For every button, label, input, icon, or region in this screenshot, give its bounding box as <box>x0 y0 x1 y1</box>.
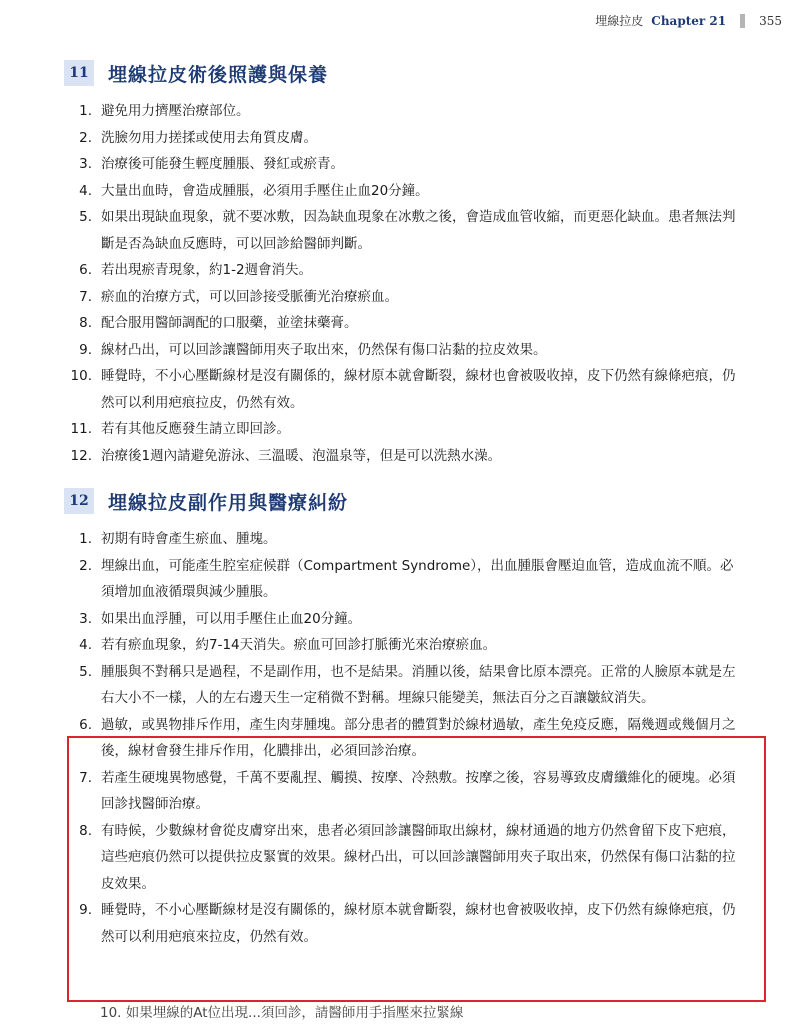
list-item <box>64 416 744 443</box>
highlight-box <box>67 736 766 1002</box>
section-heading <box>64 484 744 518</box>
running-header <box>595 12 782 29</box>
list-item <box>64 553 744 606</box>
item-text: 若有瘀血現象，約7-14天消失。瘀血可回診打脈衝光來治療瘀血。 <box>101 637 497 653</box>
item-number: 9 . <box>79 897 98 924</box>
item-text: 有時候，少數線材會從皮膚穿出來，患者必須回診讓醫師取出線材，線材通過的地方仍然會留下皮下疤痕，這些疤痕仍然可以提供拉皮緊實的效果。線材凸出，可以回診讓醫師用夾子取出來，仍然保有傷口沾黏的拉皮效果。 <box>101 822 736 892</box>
item-number: 8 . <box>79 818 98 845</box>
item-number: 1 . <box>79 526 98 553</box>
section-title: 埋線拉皮術後照護與保養 <box>108 63 329 86</box>
running-section-title: 埋線拉皮 <box>595 14 644 28</box>
item-text: 初期有時會產生瘀血、腫塊。 <box>101 531 277 547</box>
item-text: 腫脹與不對稱只是過程，不是副作用，也不是結果。消腫以後，結果會比原本漂亮。正常的人臉原本就是左右大小不一樣，人的左右邊天生一定稍微不對稱。埋線只能變美，無法百分之百讓皺紋消失。 <box>101 663 736 706</box>
item-number: 2 . <box>79 553 98 580</box>
list-item <box>64 257 744 284</box>
list-item <box>64 363 744 416</box>
page-number: 355 <box>759 13 782 28</box>
item-text: 線材凸出，可以回診讓醫師用夾子取出來，仍然保有傷口沾黏的拉皮效果。 <box>101 341 547 358</box>
item-text: 如果出現缺血現象，就不要冰敷，因為缺血現象在冰敷之後，會造成血管收縮，而更惡化缺血。患者無法判斷是否為缺血反應時，可以回診給醫師判斷。 <box>101 209 736 252</box>
item-text: 避免用力擠壓治療部位。 <box>101 103 250 119</box>
cutoff-line: 10. 如果埋線的At位出現...須回診，請醫師用手指壓來拉緊線 <box>100 1005 464 1021</box>
section-number: 12 <box>64 488 94 514</box>
list-item <box>64 659 744 712</box>
item-text: 若有其他反應發生請立即回診。 <box>101 421 290 437</box>
list-item <box>64 125 744 152</box>
item-text: 治療後1週內請避免游泳、三溫暖、泡溫泉等，但是可以洗熱水澡。 <box>101 447 502 464</box>
item-number: 3 . <box>79 606 98 633</box>
list-item <box>64 606 744 633</box>
item-number: 7 . <box>79 284 98 311</box>
list-item <box>64 151 744 178</box>
item-number: 6 . <box>79 257 98 284</box>
item-text: 配合服用醫師調配的口服藥，並塗抹藥膏。 <box>101 315 358 331</box>
list-item <box>64 98 744 125</box>
list-item <box>64 337 744 364</box>
section-title: 埋線拉皮副作用與醫療糾紛 <box>108 491 349 514</box>
list-item <box>64 632 744 659</box>
item-text: 睡覺時，不小心壓斷線材是沒有關係的，線材原本就會斷裂，線材也會被吸收掉，皮下仍然有線條疤痕，仍然可以利用疤痕拉皮，仍然有效。 <box>101 368 736 411</box>
list-item <box>64 178 744 205</box>
item-number: 9 . <box>79 337 98 364</box>
item-number: 5 . <box>79 659 98 686</box>
list-item <box>64 310 744 337</box>
item-number: 10 . <box>71 363 98 390</box>
header-divider <box>740 14 745 28</box>
item-number: 6 . <box>79 712 98 739</box>
item-text: 過敏，或異物排斥作用，產生肉芽腫塊。部分患者的體質對於線材過敏，產生免疫反應，隔幾週或幾個月之後，線材會發生排斥作用，化膿排出，必須回診治療。 <box>101 716 736 759</box>
item-text: 睡覺時，不小心壓斷線材是沒有關係的，線材原本就會斷裂，線材也會被吸收掉，皮下仍然有線條疤痕，仍然可以利用疤痕來拉皮，仍然有效。 <box>101 902 736 945</box>
list-item <box>64 443 744 470</box>
chapter-label: Chapter 21 <box>651 13 727 28</box>
section-number: 11 <box>64 60 94 86</box>
list-item <box>64 526 744 553</box>
item-number: 8 . <box>79 310 98 337</box>
section-11 <box>64 56 744 469</box>
item-number: 2 . <box>79 125 98 152</box>
item-number: 4 . <box>79 632 98 659</box>
section-heading <box>64 56 744 90</box>
item-text: 瘀血的治療方式，可以回診接受脈衝光治療瘀血。 <box>101 288 398 305</box>
item-number: 12 . <box>71 443 98 470</box>
list-item <box>64 284 744 311</box>
item-number: 3 . <box>79 151 98 178</box>
item-text: 如果出血浮腫，可以用手壓住止血20分鐘。 <box>101 610 362 627</box>
item-number: 4 . <box>79 178 98 205</box>
item-text: 若產生硬塊異物感覺，千萬不要亂捏、觸摸、按摩、冷熱敷。按摩之後，容易導致皮膚纖維化的硬塊。必須回診找醫師治療。 <box>101 769 736 812</box>
item-text: 洗臉勿用力搓揉或使用去角質皮膚。 <box>101 129 317 146</box>
item-text: 大量出血時，會造成腫脹，必須用手壓住止血20分鐘。 <box>101 182 429 199</box>
item-number: 11 . <box>71 416 98 443</box>
item-text: 埋線出血，可能產生腔室症候群（Compartment Syndrome），出血腫脹會壓迫血管，造成血流不順。必須增加血液循環與減少腫脹。 <box>101 557 734 600</box>
item-text: 若出現瘀青現象，約1-2週會消失。 <box>101 262 313 278</box>
list-item <box>64 204 744 257</box>
item-number: 5 . <box>79 204 98 231</box>
item-number: 1 . <box>79 98 98 125</box>
item-text: 治療後可能發生輕度腫脹、發紅或瘀青。 <box>101 156 344 172</box>
item-number: 7 . <box>79 765 98 792</box>
section-list <box>64 98 744 469</box>
